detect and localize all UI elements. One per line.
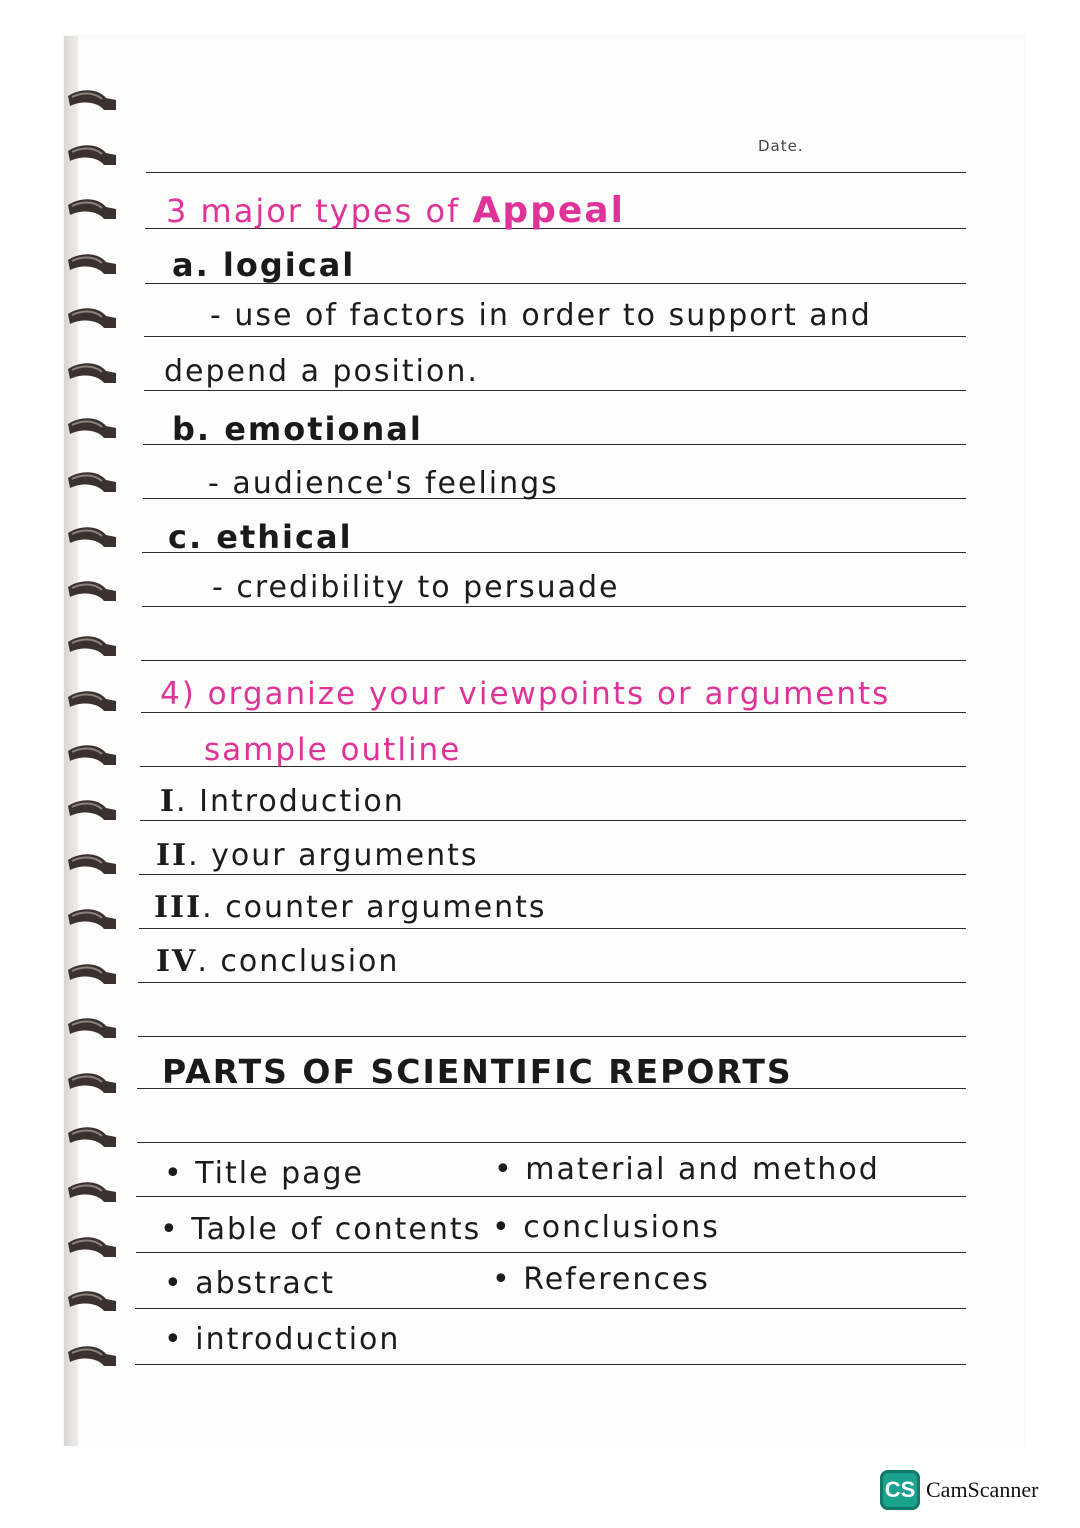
- spiral-ring-icon: [64, 197, 120, 223]
- ruled-line: [137, 1142, 966, 1143]
- ruled-line: [138, 982, 966, 983]
- ruled-line: [146, 172, 966, 173]
- spiral-ring-icon: [64, 743, 120, 769]
- ruled-line: [139, 874, 966, 875]
- appeal-title-emphasis: Appeal: [472, 190, 625, 231]
- appeal-emotional-note: - audience's feelings: [208, 466, 559, 501]
- ruled-line: [140, 820, 966, 821]
- spiral-ring-icon: [64, 252, 120, 278]
- date-label: Date.: [758, 137, 804, 155]
- ruled-line: [144, 390, 966, 391]
- spiral-ring-icon: [64, 1344, 120, 1370]
- outline-item-text: Introduction: [199, 784, 405, 819]
- spiral-ring-icon: [64, 1125, 120, 1151]
- bullet-icon: •: [160, 1212, 192, 1247]
- appeal-title-prefix: 3 major types of: [166, 192, 461, 230]
- reports-left-item: • Title page: [164, 1156, 364, 1191]
- reports-left-item: • Table of contents: [160, 1212, 482, 1247]
- camscanner-watermark: [880, 1470, 1038, 1510]
- outline-numeral: IV: [156, 944, 198, 979]
- reports-left-item: • abstract: [164, 1266, 336, 1301]
- bullet-icon: •: [492, 1210, 524, 1245]
- spiral-ring-icon: [64, 1016, 120, 1042]
- spiral-ring-icon: [64, 143, 120, 169]
- spiral-ring-icon: [64, 798, 120, 824]
- ruled-line: [135, 1308, 966, 1309]
- outline-title: 4) organize your viewpoints or arguments: [160, 676, 891, 712]
- outline-item-text: your arguments: [211, 838, 479, 873]
- ruled-line: [136, 1196, 966, 1197]
- camscanner-brand: CamScanner: [926, 1477, 1039, 1502]
- appeal-logical-heading: a. logical: [172, 246, 356, 284]
- reports-left-item: • introduction: [164, 1322, 401, 1357]
- outline-numeral: II: [156, 838, 189, 873]
- spiral-ring-icon: [64, 907, 120, 933]
- spiral-ring-icon: [64, 361, 120, 387]
- outline-item-text: conclusion: [220, 944, 400, 979]
- outline-item: IV. conclusion: [156, 944, 400, 979]
- spiral-ring-icon: [64, 689, 120, 715]
- appeal-logical-note-2: depend a position.: [164, 354, 479, 389]
- ruled-line: [142, 606, 966, 607]
- appeal-logical-note-1: - use of factors in order to support and: [210, 298, 872, 333]
- spiral-ring-icon: [64, 416, 120, 442]
- reports-right-item: • conclusions: [492, 1210, 720, 1245]
- bullet-icon: •: [492, 1262, 524, 1297]
- spiral-ring-icon: [64, 1235, 120, 1261]
- bullet-icon: •: [164, 1156, 196, 1191]
- outline-numeral: I: [160, 784, 177, 819]
- spiral-ring-icon: [64, 1289, 120, 1315]
- outline-subtitle: sample outline: [204, 732, 462, 768]
- outline-item: III. counter arguments: [154, 890, 547, 925]
- ruled-line: [139, 928, 966, 929]
- spiral-ring-icon: [64, 88, 120, 114]
- ruled-line: [136, 1252, 966, 1253]
- spiral-ring-icon: [64, 634, 120, 660]
- outline-item: I. Introduction: [160, 784, 405, 819]
- appeal-ethical-note: - credibility to persuade: [212, 570, 620, 605]
- bullet-icon: •: [164, 1322, 196, 1357]
- spiral-ring-icon: [64, 470, 120, 496]
- ruled-line: [135, 1364, 966, 1365]
- outline-item: II. your arguments: [156, 838, 479, 873]
- spiral-ring-icon: [64, 525, 120, 551]
- camscanner-logo-icon: CS: [880, 1470, 920, 1510]
- spiral-ring-icon: [64, 579, 120, 605]
- spiral-ring-icon: [64, 1180, 120, 1206]
- ruled-line: [141, 712, 966, 713]
- bullet-icon: •: [164, 1266, 196, 1301]
- reports-title: PARTS OF SCIENTIFIC REPORTS: [162, 1052, 793, 1091]
- spiral-ring-icon: [64, 306, 120, 332]
- ruled-line: [138, 1036, 966, 1037]
- bullet-icon: •: [494, 1152, 526, 1187]
- ruled-line: [141, 660, 966, 661]
- reports-right-item: • material and method: [494, 1152, 880, 1187]
- spiral-ring-icon: [64, 962, 120, 988]
- appeal-ethical-heading: c. ethical: [168, 518, 353, 556]
- outline-numeral: III: [154, 890, 203, 925]
- reports-right-item: • References: [492, 1262, 710, 1297]
- appeal-title: [166, 190, 625, 231]
- spiral-ring-icon: [64, 852, 120, 878]
- appeal-emotional-heading: b. emotional: [172, 410, 423, 448]
- outline-item-text: counter arguments: [225, 890, 547, 925]
- ruled-line: [144, 336, 966, 337]
- spiral-ring-icon: [64, 1071, 120, 1097]
